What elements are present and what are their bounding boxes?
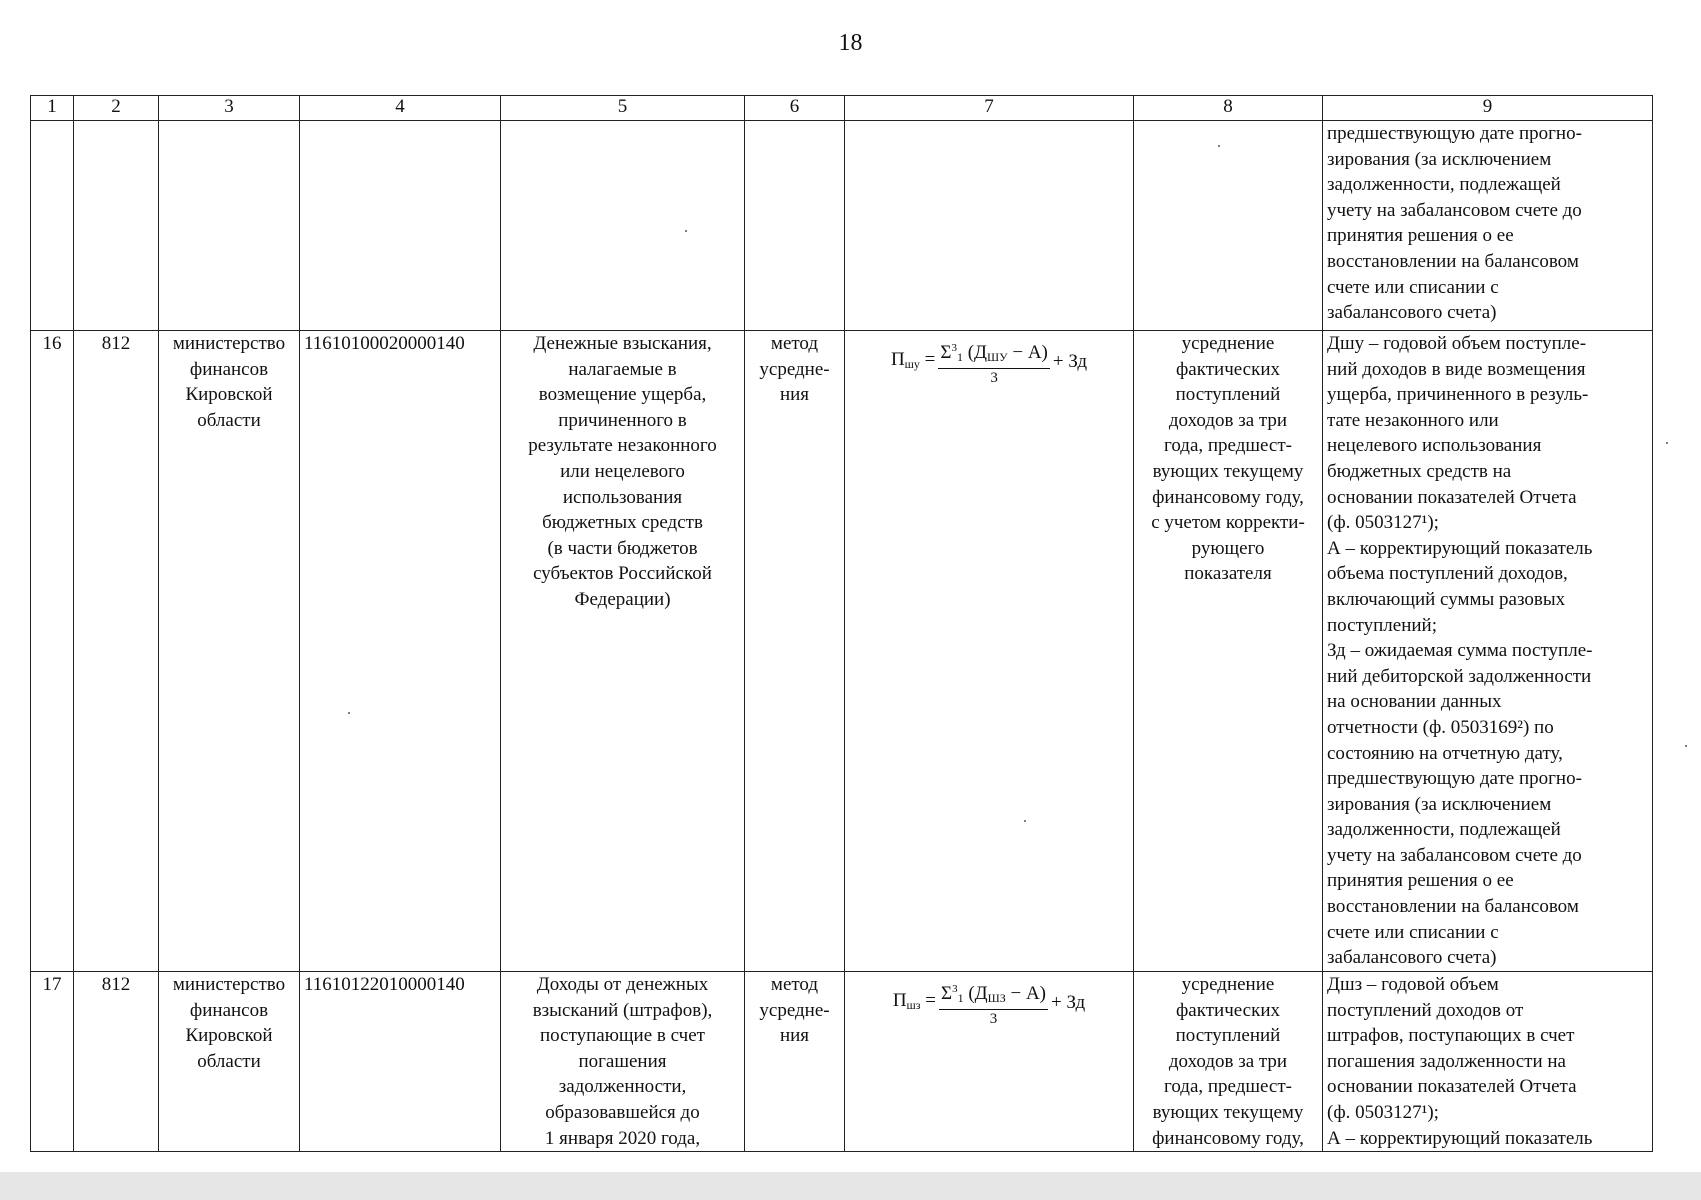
description-line: бюджетных средств на bbox=[1327, 460, 1512, 482]
org-line: министерство bbox=[172, 333, 286, 354]
kbk-code: 11610122010000140 bbox=[300, 972, 501, 1152]
revenue-name-cell bbox=[501, 972, 745, 1152]
admin-code: 812 bbox=[74, 972, 159, 1152]
description-line: забалансового счета) bbox=[1327, 302, 1497, 324]
table-row bbox=[31, 972, 1653, 1152]
table-row bbox=[31, 331, 1653, 972]
description-line: зирования (за исключением bbox=[1327, 148, 1552, 170]
table-cell bbox=[1134, 121, 1323, 331]
algo-line: вующих текущему bbox=[1152, 460, 1304, 482]
table-cell bbox=[501, 121, 745, 331]
scan-bottom-edge bbox=[0, 1172, 1701, 1200]
method-line: ния bbox=[779, 384, 810, 406]
revenue-name-cell bbox=[501, 331, 745, 972]
algo-line: показателя bbox=[1184, 563, 1272, 585]
name-line: возмещение ущерба, bbox=[538, 384, 707, 406]
algo-line: фактических bbox=[1176, 999, 1280, 1021]
table-cell bbox=[845, 121, 1134, 331]
name-line: субъектов Российской bbox=[533, 563, 712, 585]
column-header: 1 bbox=[31, 96, 74, 121]
description-line: учету на забалансовом счете до bbox=[1327, 844, 1582, 866]
description-line: основании показателей Отчета bbox=[1327, 1076, 1577, 1098]
page-number: 18 bbox=[838, 30, 863, 56]
column-header: 8 bbox=[1134, 96, 1323, 121]
name-line: бюджетных средств bbox=[542, 512, 703, 534]
description-line: предшествующую дате прогно- bbox=[1327, 768, 1582, 790]
algo-line: вующих текущему bbox=[1152, 1101, 1304, 1123]
name-line: Денежные взыскания, bbox=[533, 333, 712, 354]
scan-speck bbox=[1666, 442, 1668, 444]
algo-line: поступлений bbox=[1175, 384, 1281, 406]
description-line: Дшз – годовой объем bbox=[1327, 974, 1499, 995]
name-line: налагаемые в bbox=[568, 358, 677, 380]
algo-line: финансовому году, bbox=[1152, 1127, 1304, 1149]
description-line: включающий суммы разовых bbox=[1327, 588, 1566, 610]
formula-tail: + Зд bbox=[1051, 992, 1086, 1014]
description-line: счете или списании с bbox=[1327, 921, 1499, 943]
org-line: области bbox=[197, 1050, 261, 1072]
column-header: 2 bbox=[74, 96, 159, 121]
scan-speck bbox=[1685, 745, 1687, 747]
description-line: штрафов, поступающих в счет bbox=[1327, 1025, 1575, 1047]
formula-tail: + Зд bbox=[1052, 351, 1088, 373]
algo-line: года, предшест- bbox=[1164, 1076, 1292, 1098]
name-line: погашения bbox=[578, 1050, 667, 1072]
description-line: ущерба, причиненного в резуль- bbox=[1327, 384, 1589, 406]
name-line: 1 января 2020 года, bbox=[544, 1127, 701, 1149]
org-line: министерство bbox=[172, 974, 286, 995]
description-line: счете или списании с bbox=[1327, 276, 1499, 298]
org-cell bbox=[159, 331, 300, 972]
description-line: отчетности (ф. 0503169²) по bbox=[1327, 716, 1554, 738]
description-line: ний доходов в виде возмещения bbox=[1327, 358, 1586, 380]
description-line: основании показателей Отчета bbox=[1327, 486, 1577, 508]
org-line: финансов bbox=[189, 999, 269, 1021]
name-line: задолженности, bbox=[558, 1076, 687, 1098]
table-row-continued bbox=[31, 121, 1653, 331]
description-line: Зд – ожидаемая сумма поступле- bbox=[1327, 640, 1593, 662]
column-header: 4 bbox=[300, 96, 501, 121]
description-line: ний дебиторской задолженности bbox=[1327, 665, 1592, 687]
description-cell bbox=[1323, 972, 1653, 1152]
description-line: Дшу – годовой объем поступле- bbox=[1327, 333, 1587, 354]
revenue-forecast-table bbox=[30, 95, 1653, 1152]
kbk-code: 11610100020000140 bbox=[300, 331, 501, 972]
algo-line: доходов за три bbox=[1168, 409, 1288, 431]
column-header: 7 bbox=[845, 96, 1134, 121]
formula-lhs: $П_{шу}$ = bbox=[890, 348, 936, 371]
formula bbox=[849, 978, 1129, 1028]
formula-cell bbox=[845, 331, 1134, 972]
algo-line: доходов за три bbox=[1168, 1050, 1288, 1072]
description-line: на основании данных bbox=[1327, 691, 1502, 713]
name-line: причиненного в bbox=[558, 409, 687, 431]
column-header: 9 bbox=[1323, 96, 1653, 121]
method-line: метод bbox=[770, 333, 819, 354]
algorithm-cell bbox=[1134, 972, 1323, 1152]
algo-line: усреднение bbox=[1181, 333, 1275, 354]
name-line: Доходы от денежных bbox=[536, 974, 709, 995]
description-cell bbox=[1323, 331, 1653, 972]
description-line: А – корректирующий показатель bbox=[1327, 1127, 1593, 1149]
scan-speck bbox=[1024, 820, 1026, 822]
description-line: задолженности, подлежащей bbox=[1327, 174, 1561, 196]
description-line: предшествующую дате прогно- bbox=[1327, 123, 1582, 144]
formula-fraction: $\frac{\Sigma^3_1 (Д_{ШУ} - А)}{3}$ bbox=[938, 337, 1049, 387]
description-line: забалансового счета) bbox=[1327, 947, 1497, 969]
algo-line: фактических bbox=[1176, 358, 1280, 380]
name-line: результате незаконного bbox=[528, 435, 717, 457]
table-cell bbox=[159, 121, 300, 331]
description-line: принятия решения о ее bbox=[1327, 870, 1514, 892]
formula bbox=[849, 337, 1129, 387]
column-header: 6 bbox=[745, 96, 845, 121]
algo-line: финансовому году, bbox=[1152, 486, 1304, 508]
description-line: поступлений доходов от bbox=[1327, 999, 1524, 1021]
name-line: образовавшейся до bbox=[545, 1101, 700, 1123]
org-line: Кировской bbox=[185, 384, 273, 406]
description-line: (ф. 0503127¹); bbox=[1327, 512, 1439, 534]
description-line: нецелевого использования bbox=[1327, 435, 1542, 457]
name-line: использования bbox=[562, 486, 683, 508]
description-line: восстановлении на балансовом bbox=[1327, 250, 1579, 272]
scan-speck bbox=[685, 230, 687, 232]
org-line: финансов bbox=[189, 358, 269, 380]
description-line: (ф. 0503127¹); bbox=[1327, 1101, 1439, 1123]
method-line: ния bbox=[779, 1025, 810, 1047]
description-line: зирования (за исключением bbox=[1327, 793, 1552, 815]
name-line: или нецелевого bbox=[560, 460, 685, 482]
algo-line: поступлений bbox=[1175, 1025, 1281, 1047]
name-line: поступающие в счет bbox=[540, 1025, 705, 1047]
algo-line: рующего bbox=[1191, 537, 1265, 559]
algo-line: с учетом корректи- bbox=[1151, 512, 1305, 534]
description-line: А – корректирующий показатель bbox=[1327, 537, 1593, 559]
scan-speck bbox=[1218, 145, 1220, 147]
method-line: усредне- bbox=[759, 358, 830, 380]
method-cell bbox=[745, 331, 845, 972]
name-line: Федерации) bbox=[574, 588, 671, 610]
description-line: тате незаконного или bbox=[1327, 409, 1499, 431]
method-line: метод bbox=[770, 974, 819, 995]
formula-fraction: $\frac{\Sigma^3_1 (Д_{ШЗ} - А)}{3}$ bbox=[939, 978, 1048, 1028]
row-number: 17 bbox=[31, 972, 74, 1152]
algo-line: усреднение bbox=[1181, 974, 1275, 995]
description-line: восстановлении на балансовом bbox=[1327, 896, 1579, 918]
table-cell bbox=[300, 121, 501, 331]
description-line: учету на забалансовом счете до bbox=[1327, 199, 1582, 221]
row-number: 16 bbox=[31, 331, 74, 972]
description-cell bbox=[1323, 121, 1653, 331]
description-line: объема поступлений доходов, bbox=[1327, 563, 1568, 585]
algorithm-cell bbox=[1134, 331, 1323, 972]
method-line: усредне- bbox=[759, 999, 830, 1021]
description-line: состоянию на отчетную дату, bbox=[1327, 742, 1563, 764]
formula-lhs: $П_{шз}$ = bbox=[892, 989, 936, 1012]
description-line: погашения задолженности на bbox=[1327, 1050, 1566, 1072]
method-cell bbox=[745, 972, 845, 1152]
description-line: задолженности, подлежащей bbox=[1327, 819, 1561, 841]
formula-cell bbox=[845, 972, 1134, 1152]
org-line: Кировской bbox=[185, 1025, 273, 1047]
org-cell bbox=[159, 972, 300, 1152]
name-line: (в части бюджетов bbox=[547, 537, 698, 559]
column-header: 3 bbox=[159, 96, 300, 121]
table-cell bbox=[74, 121, 159, 331]
table-cell bbox=[31, 121, 74, 331]
org-line: области bbox=[197, 409, 261, 431]
description-line: принятия решения о ее bbox=[1327, 225, 1514, 247]
description-line: поступлений; bbox=[1327, 614, 1437, 636]
name-line: взысканий (штрафов), bbox=[532, 999, 713, 1021]
algo-line: года, предшест- bbox=[1164, 435, 1292, 457]
column-header: 5 bbox=[501, 96, 745, 121]
table-cell bbox=[745, 121, 845, 331]
admin-code: 812 bbox=[74, 331, 159, 972]
column-number-row bbox=[31, 96, 1653, 121]
scan-speck bbox=[348, 712, 350, 714]
